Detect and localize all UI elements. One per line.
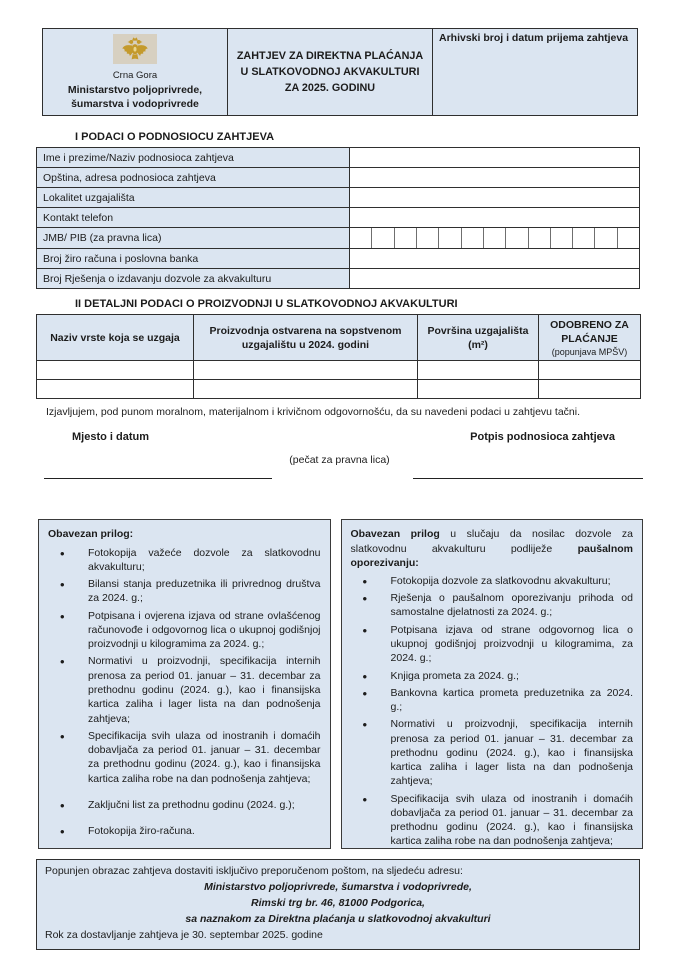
attachment-item: • Normativi u proizvodnji, specifikacija internih prenosa za period 01. januar – 31. decembar za prethodnu godinu (2024. g.), kao i finansijska kartica zaliha i lager lista na dan podnošenja zahtjeva; bbox=[48, 654, 321, 725]
country-label: Crna Gora bbox=[112, 70, 158, 81]
jmb-digit-box bbox=[528, 228, 550, 248]
column-header-label: ODOBRENO ZA PLAĆANJE bbox=[550, 319, 629, 346]
montenegro-coat-of-arms-icon bbox=[113, 34, 157, 64]
submission-instructions-box bbox=[36, 859, 640, 950]
jmb-digit-box bbox=[617, 228, 639, 248]
table-row bbox=[37, 208, 640, 228]
applicant-signature-line bbox=[413, 478, 643, 479]
table-row bbox=[37, 148, 640, 168]
place-date-signature-line bbox=[44, 478, 272, 479]
lump-sum-attachments-box bbox=[341, 519, 643, 849]
table-row bbox=[37, 361, 641, 380]
empty-cell bbox=[194, 380, 418, 399]
empty-cell bbox=[37, 380, 194, 399]
jmb-digit-box bbox=[483, 228, 505, 248]
field-value-cell bbox=[350, 269, 640, 289]
jmb-digit-box bbox=[594, 228, 616, 248]
field-label: JMB/ PIB (za pravna lica) bbox=[37, 228, 350, 249]
table-row bbox=[37, 269, 640, 289]
applicant-data-table bbox=[36, 147, 640, 289]
submission-address-line: sa naznakom za Direktna plaćanja u slatkovodnoj akvakulturi bbox=[185, 913, 491, 926]
empty-cell bbox=[539, 380, 641, 399]
column-header bbox=[539, 315, 641, 361]
table-row bbox=[37, 249, 640, 269]
mandatory-attachments-box bbox=[38, 519, 331, 849]
jmb-digit-box bbox=[550, 228, 572, 248]
section1-heading: I PODACI O PODNOSIOCU ZAHTJEVA bbox=[75, 131, 275, 144]
empty-cell bbox=[37, 361, 194, 380]
table-row bbox=[37, 188, 640, 208]
ministry-name: Ministarstvo poljoprivrede, šumarstva i vodoprivrede bbox=[67, 84, 203, 110]
column-header: Površina uzgajališta (m²) bbox=[418, 315, 539, 361]
attachment-item: • Potpisana i ovjerena izjava od strane ovlašćenog računovođe i odgovornog lica o ukupnoj godišnjoj proizvodnji u kilogramima za 2024. g.; bbox=[48, 609, 321, 652]
attachment-item: • Rješenja o paušalnom oporezivanju prihoda od samostalne djelatnosti za 2024. g.; bbox=[351, 591, 633, 620]
signature-block bbox=[36, 431, 643, 505]
table-row bbox=[37, 380, 641, 399]
declaration-text: Izjavljujem, pod punom moralnom, materijalnom i krivičnom odgovornošću, da su navedeni podaci u zahtjevu tačni. bbox=[46, 406, 581, 419]
jmb-digit-grid bbox=[350, 228, 639, 248]
jmb-digit-box bbox=[438, 228, 460, 248]
attachments-section bbox=[38, 519, 643, 849]
field-label: Opština, adresa podnosioca zahtjeva bbox=[37, 168, 350, 188]
field-label: Broj Rješenja o izdavanju dozvole za akvakulturu bbox=[37, 269, 350, 289]
archive-number-cell: Arhivski broj i datum prijema zahtjeva bbox=[433, 29, 638, 116]
seal-note: (pečat za pravna lica) bbox=[289, 454, 390, 467]
jmb-digit-box bbox=[394, 228, 416, 248]
place-date-label: Mjesto i datum bbox=[72, 431, 150, 444]
form-title-cell bbox=[228, 29, 433, 116]
jmb-digit-box bbox=[350, 228, 371, 248]
form-title-line: ZAHTJEV ZA DIREKTNA PLAĆANJA bbox=[236, 49, 424, 62]
attachments-right-title: Obavezan prilog u slučaju da nosilac dozvole za slatkovodnu akvakulturu podliježe paušalnom oporezivanju: bbox=[350, 528, 634, 569]
field-label: Ime i prezime/Naziv podnosioca zahtjeva bbox=[37, 148, 350, 168]
attachment-item: • Fotokopija važeće dozvole za slatkovodnu akvakulturu; bbox=[48, 546, 321, 575]
field-value-cell bbox=[350, 249, 640, 269]
attachment-item: • Bankovna kartica prometa preduzetnika za 2024. g.; bbox=[351, 686, 633, 715]
empty-cell bbox=[418, 380, 539, 399]
table-row bbox=[37, 228, 640, 249]
jmb-digit-box bbox=[572, 228, 594, 248]
form-title-line: U SLATKOVODNOJ AKVAKULTURI bbox=[240, 66, 420, 79]
attachment-item: • Fotokopija dozvole za slatkovodnu akvakulturu; bbox=[351, 574, 633, 588]
signature-label: Potpis podnosioca zahtjeva bbox=[470, 431, 615, 444]
attachment-item: • Zaključni list za prethodnu godinu (2024. g.); bbox=[48, 798, 321, 812]
column-header: Naziv vrste koja se uzgaja bbox=[37, 315, 194, 361]
form-header-table bbox=[42, 28, 638, 116]
attachments-left-title: Obavezan prilog: bbox=[48, 528, 134, 541]
attachment-item: • Potpisana izjava od strane odgovornog lica o ukupnoj godišnjoj proizvodnji u kilogramima, za 2024. g.; bbox=[351, 623, 633, 666]
jmb-digit-box bbox=[461, 228, 483, 248]
jmb-digit-box bbox=[371, 228, 393, 248]
section2-heading: II DETALJNI PODACI O PROIZVODNJI U SLATKOVODNOJ AKVAKULTURI bbox=[75, 298, 458, 311]
attachments-left-list bbox=[48, 546, 321, 839]
submission-address-line: Ministarstvo poljoprivrede, šumarstva i vodoprivrede, bbox=[204, 881, 472, 894]
attachment-item: • Specifikacija svih ulaza od inostranih i domaćih dobavljača za period 01. januar – 31. decembar za prethodnu godinu (2024. g.), kao i finansijska kartica zaliha robe na dan podnošenja zahtjeva; bbox=[48, 729, 321, 786]
attachment-item: • Normativi u proizvodnji, specifikacija internih prenosa za period 01. januar – 31. decembar za prethodnu godinu (2024. g.), kao i finansijska kartica zaliha i lager lista na dan podnošenja zahtjeva; bbox=[351, 717, 633, 788]
field-value-cell bbox=[350, 148, 640, 168]
attachment-item: • Bilansi stanja preduzetnika ili privrednog društva za 2024. g.; bbox=[48, 577, 321, 606]
jmb-digit-box bbox=[505, 228, 527, 248]
field-value-cell bbox=[350, 188, 640, 208]
table-row bbox=[37, 168, 640, 188]
submission-intro: Popunjen obrazac zahtjeva dostaviti isključivo preporučenom poštom, na sljedeću adresu: bbox=[45, 865, 463, 878]
form-title-line: ZA 2025. GODINU bbox=[284, 82, 376, 95]
ministry-header-cell bbox=[43, 29, 228, 116]
empty-cell bbox=[539, 361, 641, 380]
jmb-digit-box bbox=[416, 228, 438, 248]
submission-address-line: Rimski trg br. 46, 81000 Podgorica, bbox=[251, 897, 425, 910]
field-label: Broj žiro računa i poslovna banka bbox=[37, 249, 350, 269]
field-value-cell bbox=[350, 168, 640, 188]
attachments-right-list bbox=[351, 574, 633, 849]
attachment-item: • Fotokopija žiro-računa. bbox=[48, 824, 321, 838]
empty-cell bbox=[194, 361, 418, 380]
attachment-item: • Knjiga prometa za 2024. g.; bbox=[351, 669, 633, 683]
field-value-cell bbox=[350, 208, 640, 228]
attachment-item: • Specifikacija svih ulaza od inostranih i domaćih dobavljača za period 01. januar – 31. decembar za prethodnu godinu (2024. g.), kao i finansijska kartica zaliha robe na dan podnošenja zahtjeva; bbox=[351, 792, 633, 849]
field-label: Lokalitet uzgajališta bbox=[37, 188, 350, 208]
field-value-cell bbox=[350, 228, 640, 249]
empty-cell bbox=[418, 361, 539, 380]
column-header: Proizvodnja ostvarena na sopstvenom uzgajalištu u 2024. godini bbox=[194, 315, 418, 361]
production-data-table bbox=[36, 314, 641, 399]
column-header-note: (popunjava MPŠV) bbox=[551, 346, 628, 357]
submission-deadline: Rok za dostavljanje zahtjeva je 30. septembar 2025. godine bbox=[45, 929, 323, 942]
field-label: Kontakt telefon bbox=[37, 208, 350, 228]
table-header-row bbox=[37, 315, 641, 361]
